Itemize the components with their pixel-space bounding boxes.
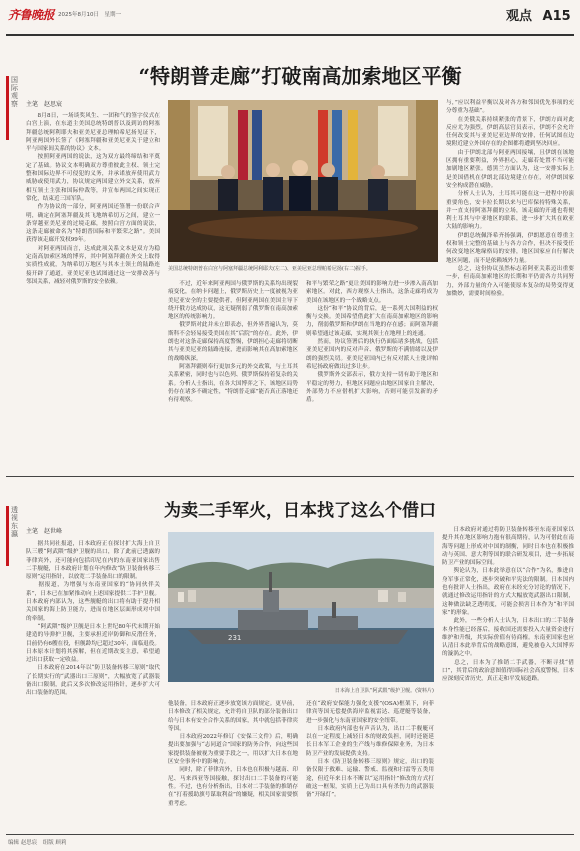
- footer-rule: [6, 834, 574, 835]
- article2-photo-caption: 日本海上自卫队“阿武隈”级护卫舰。(资料片): [334, 688, 434, 694]
- page-number: A15: [542, 9, 571, 24]
- article2-tag-bar: [6, 506, 9, 566]
- article1-byline: 主笔 赵思宸: [26, 101, 63, 108]
- issue-date: 2025年8月10日 星期一: [58, 12, 121, 18]
- article1-column-tag: 国际观察: [11, 76, 18, 108]
- article1-column-3: 和平与繁荣之路”更让美国的影响力进一步渗入南高加索地区。对此，西方观察人士指出，这条走廊将成为美国在该地区的一个战略支点。 这份“和平”协议的背后，是一系列大国利益的权衡与交换。美国希望借此扩大在南高加索地区的影响力，削弱俄罗斯和伊朗在当地的存在感；而阿塞拜疆则希望通过该走廊，实现其领土在地理上的连通。 然而，协议签署后的执行仍面临诸多挑战，包括亚美尼亚国内的反对声音、俄罗斯的不满情绪以及伊朗的强烈关切。亚美尼亚国内已有反对派人士批评帕希尼扬政府做出过多让步。 俄罗斯外交部表示，俄方支持一切有助于地区和平稳定的努力，但地区问题应由地区国家自主解决，外部势力不应借机扩大影响，否则可能引发新的矛盾。: [306, 281, 438, 404]
- white-house-meeting-photo: [168, 100, 438, 262]
- svg-text:231: 231: [228, 634, 242, 642]
- article-separator: [6, 476, 574, 477]
- article2-column-tag: 透视东瀛: [11, 506, 18, 538]
- article1-column-1: 8月8日，一场谈奖风生、一团和气的签字仪式在白宫上演，在东道主美国总统特朗普以及到访的阿塞拜疆总统阿利耶夫和亚美尼亚总理帕希尼扬见证下，阿亚两国外长签了《阿塞拜疆和亚美尼亚关于建立和平与国家间关系的协议》文本。 按照阿亚两国的说法，这为双方最终缔结和平奠定了基础。协议文本明确双方尊重彼此主权、领土完整和国际边界不可侵犯的义务，并承诺放弃使用武力威胁或使用武力，协议规定两国建立外交关系，放弃相互领土主张和国际仲裁等，并宣布两国之间实现正常化，结束近三国军队。 作为协议的一部分，阿亚两国还签署一份联合声明，确定在阿塞拜疆及其飞地纳希切万之间，建立一条穿越亚美尼亚的过境走廊，按照白宫方面的说法，这条走廊被命名为“特朗普国际和平繁荣之路”。美国获得该走廊开发权99年。 对阿亚两国而言，达成此项关系文本是双方为稳定南高加索区域的博弈，其中阿塞拜疆在外交上取得实质性成就，为纳希切万地区与其本土领土的陆路连接开辟了通道，亚美尼亚也试图通过这一安排改善与邻国关系，减轻对俄罗斯的安全依赖。: [26, 113, 160, 285]
- article2-column-2: 他装备，日本政府正逐步放宽该方面规定。更早前，日本修改了相关规定，允许将自卫队的部分装备出口给与日本有安全合作关系的国家，其中就包括菲律宾等国。 日本政府2022年修订《安保三文件》后，明确提出要加强与“志同道合”国家的防务合作，向这些国家提供装备被视为重要手段之一，用以扩大日本在地区安全事务中的影响力。 同时，除了菲律宾外，日本也在积极与越南、印尼、马来西亚等国接触，探讨出口二手装备的可能性。不过，也有分析指出，日本对二手装备的推销存在“打着援助旗号谋取利益”的嫌疑，相关国家需要慎重考虑。: [168, 701, 298, 807]
- masthead-rule: [6, 34, 574, 36]
- masthead: [0, 0, 580, 36]
- warship-photo: [168, 532, 434, 682]
- article2-byline: 主笔 赵世峰: [26, 528, 63, 535]
- article2-photo: [168, 532, 434, 682]
- article1-photo: [168, 100, 438, 262]
- section-name: 观点: [506, 9, 533, 24]
- article2-headline: 为卖二手军火，日本找了这么个借口: [164, 501, 436, 521]
- article1-photo-caption: 美国总统特朗普在白宫与阿塞拜疆总统阿利耶夫(左二)、亚美尼亚总理帕希尼扬(右二)握手。: [168, 266, 371, 272]
- article2-column-4: 日本政府对通过将防卫装备转移至东南亚国家以提升其在地区影响力抱有很高期待，认为可借此在南海等问题上形成对中国的制衡，同时日本也在积极推动与英国、意大利等国的联合研发项目，进一步拓展防卫产业的国际空间。 舆论认为，日本此举意在以“合作”为名，推进自身军事正常化，逐步突破和平宪法的限制。日本国内也有批评人士指出，政府在未经充分讨论的情况下，就通过修改运用指针的方式大幅放宽武器出口限制，这种做法缺乏透明度，可能会损害日本作为“和平国家”的形象。 此外，一些分析人士认为，日本出口的二手装备本身性能已经落后，接收国还需要投入大量资金进行维护和升级，其实际价值有待商榷。东南亚国家也应认清日本此举背后的战略意图，避免被卷入大国博弈的漩涡之中。 总之，日本为了推销二手武器，不断寻找“借口”，其背后的政治意图值得国际社会高度警惕，日本应深刻反省历史，真正走和平发展道路。: [442, 527, 574, 683]
- article2-column-3: 还在“政府安保能力强化支援”(OSA)框架下，向菲律宾等国无偿提供海岸监视雷达、巡逻艇等装备，进一步强化与东南亚国家的安全纽带。 日本政府内部也有声音认为，出口二手舰艇可以在一定程度上减轻日本的财政负担，同时还能延长日本军工企业的生产线与维修保障业务，为日本防卫产业的发展提供支持。 日本《防卫装备转移三原则》规定，出口的装备仅限于救难、运输、警戒、监视和扫雷等五类用途，但近年来日本不断以“运用指针”修改的方式打破这一框架，实质上已为出口具有杀伤力的武器装备“开绿灯”。: [306, 701, 434, 799]
- article1-column-4: 与，”应以利益平衡以及对各方和邻国优先事项的充分尊重为基础”。 在美俄关系持续紧张的背景下，伊朗方面对此反应尤为强烈，伊朗高层官员表示，伊朗不会允许任何改变其与亚美尼亚边界的安排，任何试图在边境附近建立外国存在的企图都将遭到坚决回应。 由于伊朗北部与阿亚两国接壤，且伊朗在该地区拥有重要利益，外界担心，走廊若处置不当可能加剧地区紧张。德黑兰方面认为，这一安排实际上是美国借机在伊朗北部边境建立存在，对伊朗国家安全构成潜在威胁。 分析人士认为，土耳其可能在这一进程中扮演重要角色，安卡拉长期以来与巴库保持特殊关系，并一直支持阿塞拜疆的立场，该走廊的开通也将便利土耳其与中亚地区的联系，进一步扩大其在欧亚大陆的影响力。 伊朗总统佩泽希齐扬强调，伊朗愿意在尊重主权和领土完整的基础上与各方合作，但决不接受任何改变地区地缘格局的安排，地区国家应自行解决地区问题，而不是依赖域外力量。 总之，这份协议虽然标志着阿亚关系迈出重要一步，但南高加索地区的长期和平仍需各方共同努力，外部力量的介入可能使原本复杂的局势变得更加微妙，需要时间检验。: [446, 100, 574, 297]
- section-title: [506, 5, 571, 24]
- page-footer: 编辑 赵思宸 组版 顾莉: [8, 840, 67, 846]
- article1-headline: “特朗普走廊”打破南高加索地区平衡: [138, 64, 462, 88]
- newspaper-logo: 齐鲁晚报: [8, 8, 55, 22]
- article1-column-2: 不过，近年来阿亚两国与俄罗斯的关系均出现裂痕变化，在纳卡问题上，俄罗斯历史上一度被视为亚美尼亚安全的主要提供者，但阿亚两国在美国主导下绕开俄方达成协议，这无疑削弱了俄罗斯在南高加索地区的传统影响力。 俄罗斯对此并未立即表态，但外界普遍认为，莫斯科不会轻易接受美国在其“后院”的存在。此外，伊朗也对这条走廊保持高度警惕，伊朗担心走廊将切断其与亚美尼亚的陆路连接，进而影响其在高加索地区的战略纵深。 阿塞拜疆则奉行更加多元的外交政策，与土耳其关系紧密，同时也与以色列、俄罗斯保持着复杂的关系。分析人士指出，在各大国博弈之下，该地区局势仍存在诸多不确定性，“特朗普走廊”能否真正落地还有待观察。: [168, 281, 298, 404]
- article2-column-1: 据共同社报道，日本政府正在探讨扩大海上自卫队三艘“阿武隈”级护卫舰的出口，除了此前已透露的菲律宾外，还可能向包括印尼在内的东南亚国家出售二手舰艇，日本政府计划在年内修改“防卫装备转移三原则”运用指针，以放宽二手装备出口的限制。 据报道，为增强与东南亚国家的“协同伙伴关系”，日本已在加紧推动向上述国家提供二手护卫舰。日本政府内部认为，这些舰艇的出口将有助于提升相关国家的海上防卫能力，进而在地区层面形成对中国的牵制。 “阿武隈”级护卫舰是日本上世纪80年代末期开始建造的导弹护卫舰，主要承担近岸防御和反潜任务，目前仍有6艘在役，但舰龄均已超过30年，面临退役。日本原本计划将其拆解，但在近期改变主意，希望通过出口获取一定收益。 日本政府在2014年以“防卫装备转移三原则”取代了长期实行的“武器出口三原则”，大幅放宽了武器装备出口限制，此后又多次修改运用指针，逐步扩大可出口装备的范围。: [26, 541, 160, 697]
- article1-tag-bar: [6, 76, 9, 140]
